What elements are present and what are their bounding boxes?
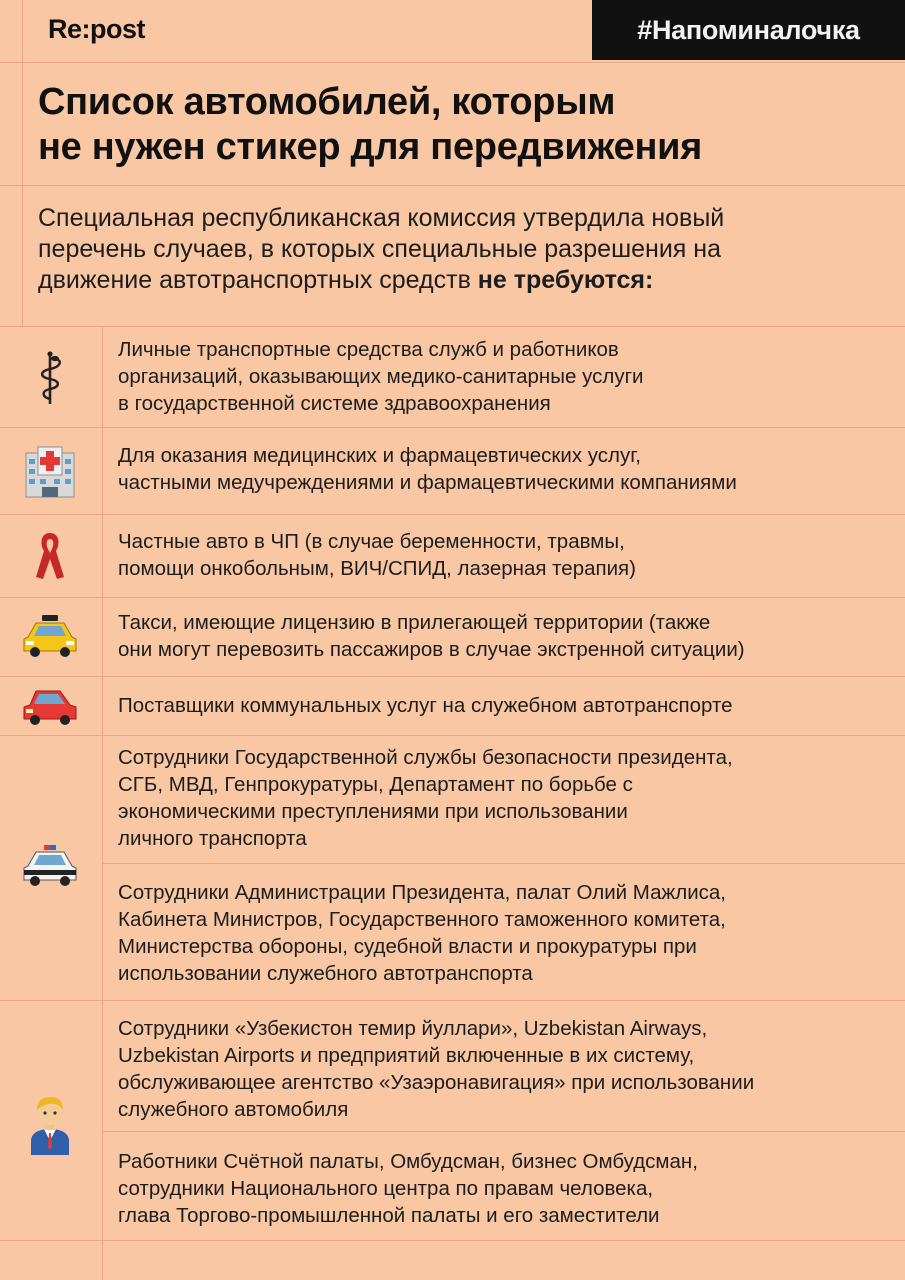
item-line: Для оказания медицинских и фармацевтических услуг, [118, 444, 641, 467]
awareness-ribbon-icon [18, 526, 82, 586]
divider [0, 514, 905, 515]
page-title [38, 80, 888, 170]
intro-line-last [38, 265, 888, 296]
divider [0, 427, 905, 428]
item-line: глава Торгово-промышленной палаты и его заместители [118, 1204, 660, 1227]
intro-text: движение автотранспортных средств [38, 266, 478, 294]
item-line: Сотрудники «Узбекистон темир йуллари», Uzbekistan Airways, [118, 1017, 708, 1040]
brand-logo: Re:post [48, 14, 145, 44]
intro-emphasis: не требуются: [477, 266, 654, 294]
divider [102, 863, 905, 864]
divider [0, 1000, 905, 1001]
item-line: Личные транспортные средства служб и работников [118, 338, 619, 361]
item-line: служебного автомобиля [118, 1098, 349, 1121]
list-item [118, 744, 898, 852]
item-line: они могут перевозить пассажиров в случае экстренной ситуации) [118, 638, 745, 661]
hospital-icon [18, 441, 82, 501]
title-line: не нужен стикер для передвижения [38, 126, 703, 168]
item-line: сотрудники Национального центра по правам человека, [118, 1177, 654, 1200]
item-line: обслуживающее агентство «Узаэронавигация» при использовании [118, 1071, 755, 1094]
taxi-icon [18, 605, 82, 665]
divider [0, 735, 905, 736]
item-line: экономическими преступлениями при использовании [118, 800, 628, 823]
divider [0, 62, 905, 63]
list-item [118, 442, 898, 496]
item-line: Сотрудники Администрации Президента, палат Олий Мажлиса, [118, 881, 726, 904]
list-item [118, 1148, 898, 1229]
item-line: Кабинета Министров, Государственного таможенного комитета, [118, 908, 726, 931]
police-car-icon [18, 836, 82, 896]
list-item [118, 336, 898, 417]
list-item [118, 1015, 898, 1123]
divider [102, 326, 103, 1280]
item-line: частными медучреждениями и фармацевтическими компаниями [118, 471, 737, 494]
list-item [118, 528, 898, 582]
car-icon [18, 676, 82, 736]
item-line: Поставщики коммунальных услуг на служебном автотранспорте [118, 694, 733, 717]
divider [102, 1131, 905, 1132]
divider [22, 0, 23, 326]
item-line: Работники Счётной палаты, Омбудсман, бизнес Омбудсман, [118, 1150, 698, 1173]
divider [0, 1240, 905, 1241]
item-line: личного транспорта [118, 827, 307, 850]
item-line: СГБ, МВД, Генпрокуратуры, Департамент по борьбе с [118, 773, 633, 796]
item-line: Uzbekistan Airports и предприятий включенные в их систему, [118, 1044, 695, 1067]
item-line: Такси, имеющие лицензию в прилегающей территории (также [118, 611, 711, 634]
item-line: организаций, оказывающих медико-санитарные услуги [118, 365, 644, 388]
divider [0, 676, 905, 677]
intro-line: перечень случаев, в которых специальные разрешения на [38, 235, 721, 263]
item-line: помощи онкобольным, ВИЧ/СПИД, лазерная терапия) [118, 557, 636, 580]
medical-caduceus-icon [18, 348, 82, 408]
title-line: Список автомобилей, которым [38, 81, 616, 123]
list-item [118, 692, 898, 719]
item-line: Частные авто в ЧП (в случае беременности, травмы, [118, 530, 625, 553]
item-line: Сотрудники Государственной службы безопасности президента, [118, 746, 733, 769]
item-line: использовании служебного автотранспорта [118, 962, 533, 985]
man-office-worker-icon [18, 1095, 82, 1155]
intro-paragraph [38, 203, 888, 296]
hashtag-badge: #Напоминалочка [592, 0, 905, 60]
item-line: Министерства обороны, судебной власти и прокуратуры при [118, 935, 697, 958]
divider [0, 185, 905, 186]
divider [0, 326, 905, 327]
intro-line: Специальная республиканская комиссия утвердила новый [38, 204, 725, 232]
item-line: в государственной системе здравоохранения [118, 392, 551, 415]
list-item [118, 879, 898, 987]
list-item [118, 609, 898, 663]
divider [0, 597, 905, 598]
